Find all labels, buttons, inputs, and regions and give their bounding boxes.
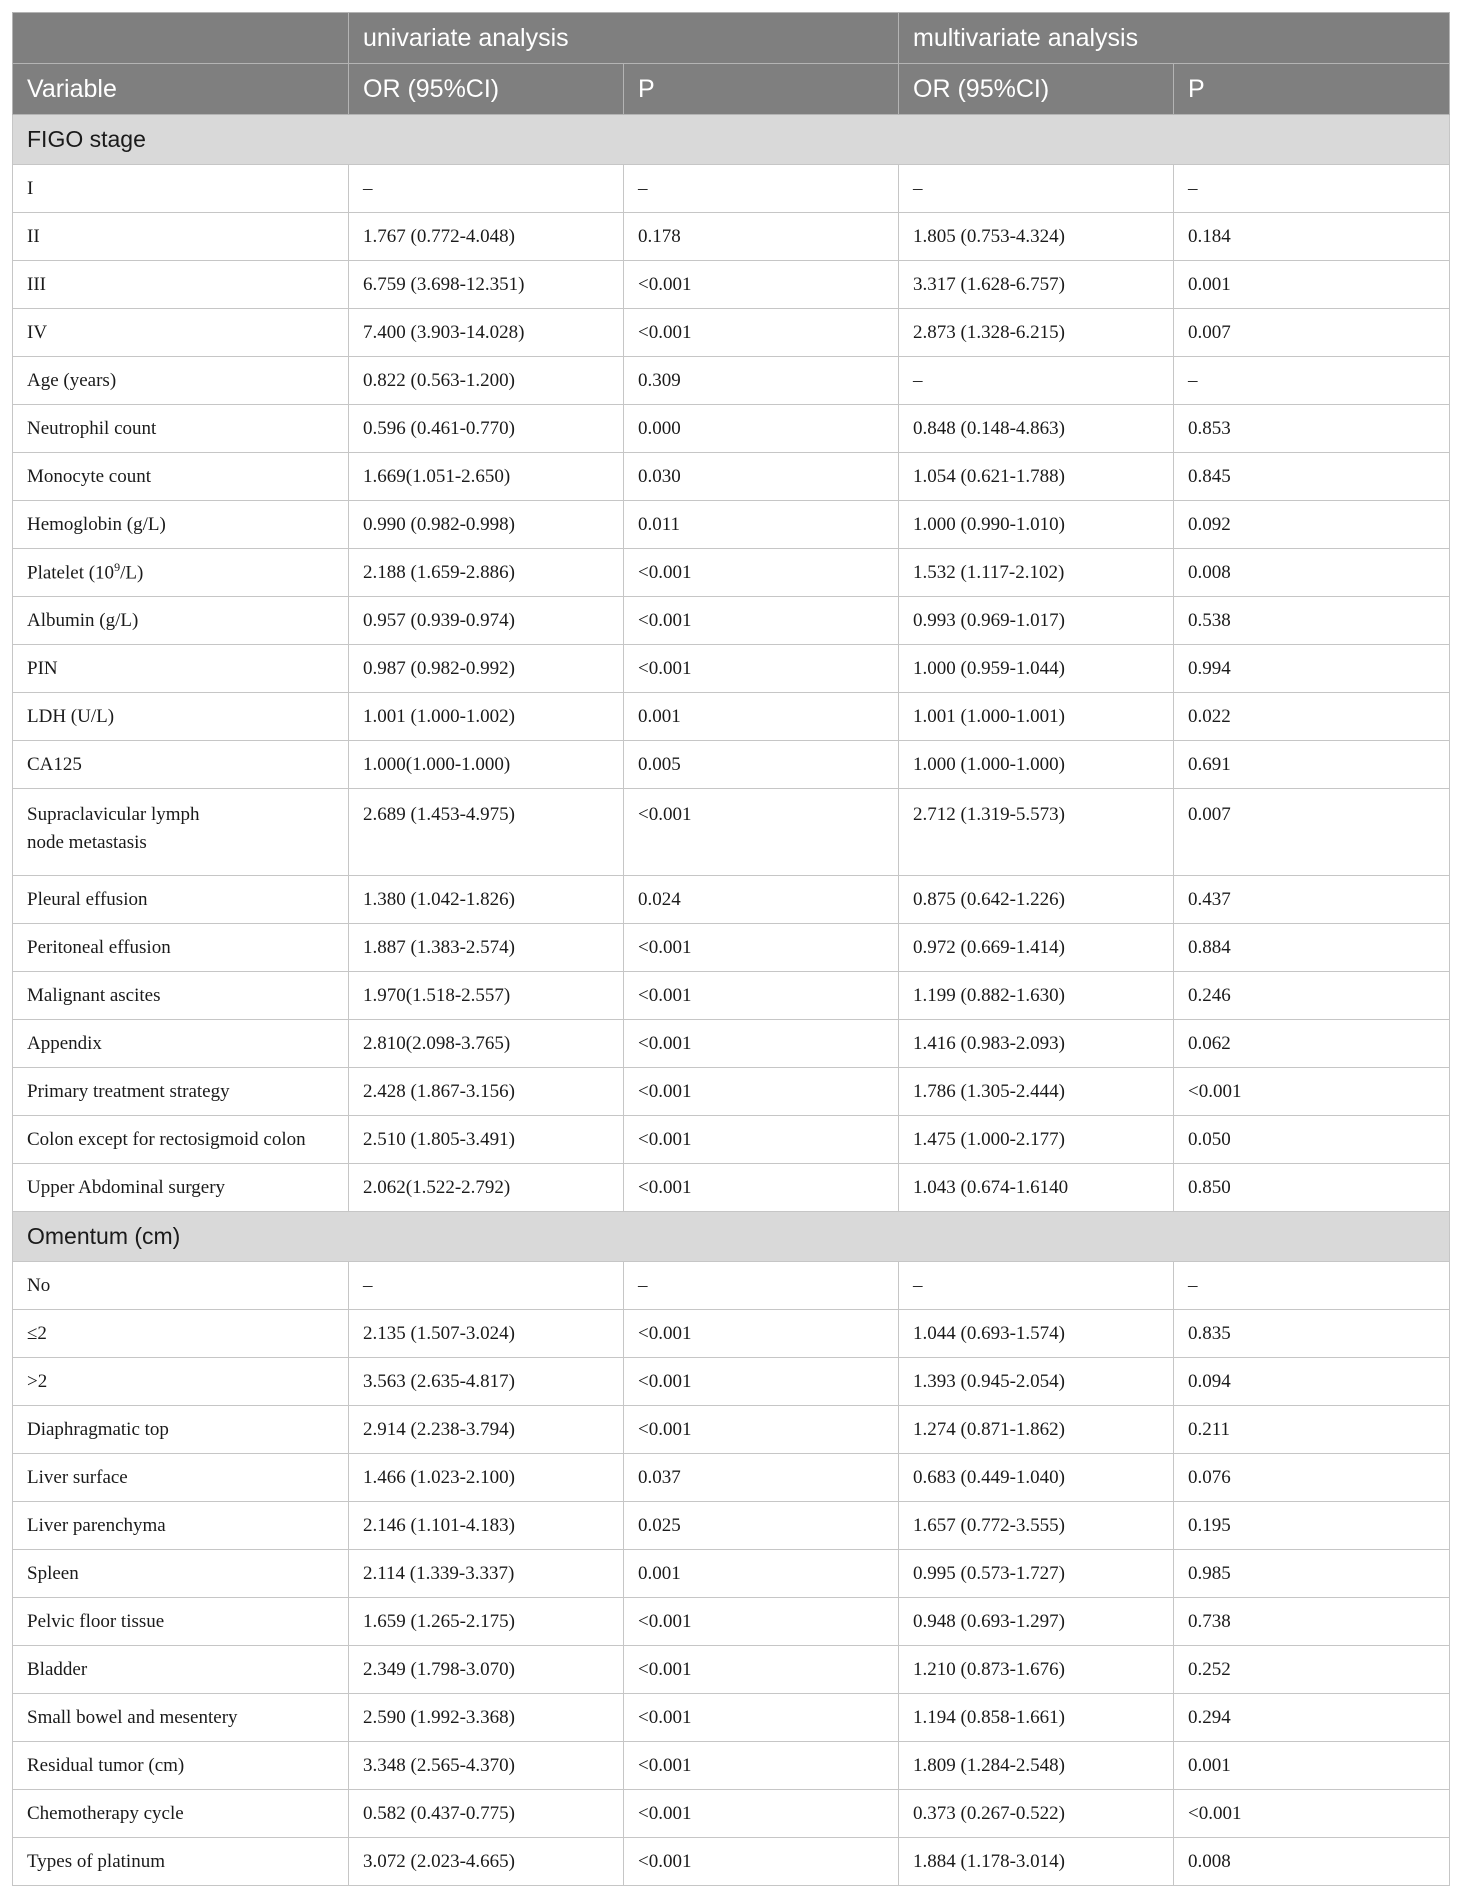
cell-variable: LDH (U/L) <box>13 693 349 741</box>
cell-variable: III <box>13 261 349 309</box>
cell-uni-or: 1.000(1.000-1.000) <box>349 741 624 789</box>
table-row <box>13 501 1450 549</box>
cell-uni-or: 0.822 (0.563-1.200) <box>349 357 624 405</box>
cell-uni-or: 1.466 (1.023-2.100) <box>349 1454 624 1502</box>
cell-multi-p: 0.884 <box>1174 924 1450 972</box>
section-title: Omentum (cm) <box>13 1212 1450 1262</box>
cell-uni-or: 1.767 (0.772-4.048) <box>349 213 624 261</box>
cell-variable: No <box>13 1262 349 1310</box>
cell-multi-or: 1.809 (1.284-2.548) <box>899 1742 1174 1790</box>
cell-multi-or: 0.948 (0.693-1.297) <box>899 1598 1174 1646</box>
cell-multi-or: – <box>899 1262 1174 1310</box>
cell-variable: PIN <box>13 645 349 693</box>
cell-multi-or: 1.532 (1.117-2.102) <box>899 549 1174 597</box>
header-uni-or: OR (95%CI) <box>349 64 624 115</box>
cell-multi-p: <0.001 <box>1174 1790 1450 1838</box>
header-blank <box>13 13 349 64</box>
table-row <box>13 1358 1450 1406</box>
cell-multi-p: 0.076 <box>1174 1454 1450 1502</box>
cell-uni-p: <0.001 <box>624 309 899 357</box>
cell-uni-or: 3.072 (2.023-4.665) <box>349 1838 624 1886</box>
table-row <box>13 261 1450 309</box>
cell-multi-or: 1.786 (1.305-2.444) <box>899 1068 1174 1116</box>
cell-multi-p: 0.007 <box>1174 789 1450 876</box>
cell-uni-p: <0.001 <box>624 645 899 693</box>
cell-uni-or: 0.957 (0.939-0.974) <box>349 597 624 645</box>
cell-uni-p: – <box>624 1262 899 1310</box>
cell-multi-p: <0.001 <box>1174 1068 1450 1116</box>
cell-variable: Colon except for rectosigmoid colon <box>13 1116 349 1164</box>
header-uni-p: P <box>624 64 899 115</box>
cell-multi-or: 1.805 (0.753-4.324) <box>899 213 1174 261</box>
section-row <box>13 1212 1450 1262</box>
section-row <box>13 115 1450 165</box>
table-row <box>13 1550 1450 1598</box>
cell-uni-p: <0.001 <box>624 1020 899 1068</box>
cell-multi-p: 0.252 <box>1174 1646 1450 1694</box>
cell-multi-or: 0.875 (0.642-1.226) <box>899 876 1174 924</box>
header-multi-or: OR (95%CI) <box>899 64 1174 115</box>
cell-uni-p: <0.001 <box>624 924 899 972</box>
table-row <box>13 972 1450 1020</box>
cell-variable: I <box>13 165 349 213</box>
cell-uni-p: <0.001 <box>624 1310 899 1358</box>
cell-uni-or: 0.596 (0.461-0.770) <box>349 405 624 453</box>
cell-multi-p: 0.007 <box>1174 309 1450 357</box>
cell-multi-p: – <box>1174 1262 1450 1310</box>
cell-uni-p: 0.024 <box>624 876 899 924</box>
cell-uni-or: 1.659 (1.265-2.175) <box>349 1598 624 1646</box>
table-row <box>13 1116 1450 1164</box>
cell-variable: Pleural effusion <box>13 876 349 924</box>
cell-uni-or: 2.914 (2.238-3.794) <box>349 1406 624 1454</box>
cell-multi-p: 0.184 <box>1174 213 1450 261</box>
cell-uni-p: <0.001 <box>624 549 899 597</box>
cell-variable: Peritoneal effusion <box>13 924 349 972</box>
cell-multi-p: 0.050 <box>1174 1116 1450 1164</box>
table-row <box>13 1068 1450 1116</box>
cell-multi-p: 0.437 <box>1174 876 1450 924</box>
table-row <box>13 213 1450 261</box>
cell-uni-p: <0.001 <box>624 1838 899 1886</box>
cell-variable: Liver parenchyma <box>13 1502 349 1550</box>
cell-variable: Platelet $(10^9/L)$ <box>13 549 349 597</box>
table-row <box>13 876 1450 924</box>
cell-uni-or: 2.135 (1.507-3.024) <box>349 1310 624 1358</box>
cell-multi-p: 0.850 <box>1174 1164 1450 1212</box>
cell-variable: Albumin (g/L) <box>13 597 349 645</box>
cell-variable: CA125 <box>13 741 349 789</box>
header-multi-p: P <box>1174 64 1450 115</box>
cell-uni-p: – <box>624 165 899 213</box>
table-header <box>13 13 1450 115</box>
table-row <box>13 693 1450 741</box>
cell-variable: II <box>13 213 349 261</box>
cell-variable: Small bowel and mesentery <box>13 1694 349 1742</box>
cell-multi-or: 1.000 (0.990-1.010) <box>899 501 1174 549</box>
cell-uni-or: 2.114 (1.339-3.337) <box>349 1550 624 1598</box>
results-table <box>12 12 1450 1886</box>
cell-multi-p: 0.738 <box>1174 1598 1450 1646</box>
cell-uni-or: 2.689 (1.453-4.975) <box>349 789 624 876</box>
table-row <box>13 1742 1450 1790</box>
table-row <box>13 1838 1450 1886</box>
cell-uni-or: – <box>349 1262 624 1310</box>
table-row <box>13 1502 1450 1550</box>
cell-uni-or: 1.001 (1.000-1.002) <box>349 693 624 741</box>
cell-multi-or: 1.054 (0.621-1.788) <box>899 453 1174 501</box>
cell-multi-or: 0.995 (0.573-1.727) <box>899 1550 1174 1598</box>
cell-multi-or: 0.848 (0.148-4.863) <box>899 405 1174 453</box>
cell-multi-or: 1.001 (1.000-1.001) <box>899 693 1174 741</box>
cell-multi-p: – <box>1174 165 1450 213</box>
table-body <box>13 115 1450 1886</box>
table-row <box>13 1262 1450 1310</box>
cell-uni-or: 1.380 (1.042-1.826) <box>349 876 624 924</box>
cell-multi-or: 1.000 (0.959-1.044) <box>899 645 1174 693</box>
cell-multi-or: 1.657 (0.772-3.555) <box>899 1502 1174 1550</box>
cell-uni-p: 0.011 <box>624 501 899 549</box>
cell-uni-p: <0.001 <box>624 261 899 309</box>
cell-variable: Malignant ascites <box>13 972 349 1020</box>
cell-variable: Pelvic floor tissue <box>13 1598 349 1646</box>
cell-multi-or: 1.475 (1.000-2.177) <box>899 1116 1174 1164</box>
table-row <box>13 1164 1450 1212</box>
cell-variable: Age (years) <box>13 357 349 405</box>
table-row <box>13 453 1450 501</box>
table-row <box>13 549 1450 597</box>
cell-multi-p: 0.835 <box>1174 1310 1450 1358</box>
cell-uni-or: 2.349 (1.798-3.070) <box>349 1646 624 1694</box>
cell-multi-p: 0.294 <box>1174 1694 1450 1742</box>
cell-variable: ≤2 <box>13 1310 349 1358</box>
cell-uni-p: 0.309 <box>624 357 899 405</box>
cell-multi-or: 1.274 (0.871-1.862) <box>899 1406 1174 1454</box>
table-row <box>13 1406 1450 1454</box>
table-row <box>13 741 1450 789</box>
cell-uni-p: 0.000 <box>624 405 899 453</box>
cell-uni-or: 2.510 (1.805-3.491) <box>349 1116 624 1164</box>
cell-multi-p: 0.211 <box>1174 1406 1450 1454</box>
cell-multi-p: 0.195 <box>1174 1502 1450 1550</box>
cell-multi-or: 1.393 (0.945-2.054) <box>899 1358 1174 1406</box>
cell-multi-or: – <box>899 165 1174 213</box>
cell-uni-or: 0.987 (0.982-0.992) <box>349 645 624 693</box>
cell-multi-or: 1.194 (0.858-1.661) <box>899 1694 1174 1742</box>
cell-multi-p: 0.994 <box>1174 645 1450 693</box>
cell-multi-p: 0.853 <box>1174 405 1450 453</box>
table-row <box>13 405 1450 453</box>
header-univariate: univariate analysis <box>349 13 899 64</box>
cell-uni-p: <0.001 <box>624 789 899 876</box>
cell-multi-p: 0.008 <box>1174 1838 1450 1886</box>
cell-uni-or: 6.759 (3.698-12.351) <box>349 261 624 309</box>
cell-multi-p: 0.538 <box>1174 597 1450 645</box>
cell-variable: Liver surface <box>13 1454 349 1502</box>
table-row <box>13 1454 1450 1502</box>
cell-variable: Upper Abdominal surgery <box>13 1164 349 1212</box>
table-row <box>13 645 1450 693</box>
cell-multi-p: 0.001 <box>1174 261 1450 309</box>
cell-multi-p: 0.845 <box>1174 453 1450 501</box>
cell-multi-or: 1.000 (1.000-1.000) <box>899 741 1174 789</box>
cell-variable: >2 <box>13 1358 349 1406</box>
cell-variable: Monocyte count <box>13 453 349 501</box>
cell-multi-p: 0.094 <box>1174 1358 1450 1406</box>
cell-multi-p: 0.092 <box>1174 501 1450 549</box>
cell-multi-p: 0.008 <box>1174 549 1450 597</box>
cell-multi-p: 0.691 <box>1174 741 1450 789</box>
cell-uni-or: 3.348 (2.565-4.370) <box>349 1742 624 1790</box>
cell-multi-or: 2.873 (1.328-6.215) <box>899 309 1174 357</box>
cell-uni-p: 0.037 <box>624 1454 899 1502</box>
table-row <box>13 1310 1450 1358</box>
cell-uni-p: 0.001 <box>624 693 899 741</box>
cell-multi-p: 0.062 <box>1174 1020 1450 1068</box>
cell-uni-or: 3.563 (2.635-4.817) <box>349 1358 624 1406</box>
cell-multi-or: 0.683 (0.449-1.040) <box>899 1454 1174 1502</box>
cell-uni-p: 0.005 <box>624 741 899 789</box>
cell-variable: Spleen <box>13 1550 349 1598</box>
cell-uni-p: <0.001 <box>624 1694 899 1742</box>
cell-uni-p: 0.178 <box>624 213 899 261</box>
cell-uni-p: 0.001 <box>624 1550 899 1598</box>
superscript: 9 <box>114 560 121 575</box>
table-row <box>13 789 1450 876</box>
cell-variable: Diaphragmatic top <box>13 1406 349 1454</box>
cell-variable: Hemoglobin (g/L) <box>13 501 349 549</box>
cell-uni-p: <0.001 <box>624 1068 899 1116</box>
table-row <box>13 165 1450 213</box>
header-variable: Variable <box>13 64 349 115</box>
cell-variable: Appendix <box>13 1020 349 1068</box>
cell-uni-or: 0.582 (0.437-0.775) <box>349 1790 624 1838</box>
cell-variable: Primary treatment strategy <box>13 1068 349 1116</box>
cell-uni-or: 7.400 (3.903-14.028) <box>349 309 624 357</box>
cell-variable: Types of platinum <box>13 1838 349 1886</box>
cell-uni-or: 1.669(1.051-2.650) <box>349 453 624 501</box>
cell-uni-or: 2.146 (1.101-4.183) <box>349 1502 624 1550</box>
table-row <box>13 597 1450 645</box>
cell-uni-p: <0.001 <box>624 1790 899 1838</box>
table-row <box>13 924 1450 972</box>
cell-multi-or: 0.373 (0.267-0.522) <box>899 1790 1174 1838</box>
table-row <box>13 1646 1450 1694</box>
table-row <box>13 309 1450 357</box>
cell-variable: Supraclavicular lymph node metastasis <box>13 789 349 876</box>
cell-variable: IV <box>13 309 349 357</box>
cell-uni-or: 2.590 (1.992-3.368) <box>349 1694 624 1742</box>
cell-multi-or: 1.199 (0.882-1.630) <box>899 972 1174 1020</box>
cell-multi-or: 1.884 (1.178-3.014) <box>899 1838 1174 1886</box>
header-column-row <box>13 64 1450 115</box>
table-row <box>13 1598 1450 1646</box>
cell-uni-p: <0.001 <box>624 1742 899 1790</box>
cell-uni-p: <0.001 <box>624 1164 899 1212</box>
cell-uni-p: <0.001 <box>624 972 899 1020</box>
cell-multi-p: 0.246 <box>1174 972 1450 1020</box>
cell-uni-p: <0.001 <box>624 1646 899 1694</box>
cell-multi-or: 0.993 (0.969-1.017) <box>899 597 1174 645</box>
cell-multi-p: 0.985 <box>1174 1550 1450 1598</box>
cell-uni-p: 0.030 <box>624 453 899 501</box>
cell-multi-or: 2.712 (1.319-5.573) <box>899 789 1174 876</box>
header-multivariate: multivariate analysis <box>899 13 1450 64</box>
cell-uni-p: <0.001 <box>624 1358 899 1406</box>
cell-multi-or: 3.317 (1.628-6.757) <box>899 261 1174 309</box>
cell-uni-p: 0.025 <box>624 1502 899 1550</box>
cell-multi-or: 1.044 (0.693-1.574) <box>899 1310 1174 1358</box>
cell-multi-or: 1.043 (0.674-1.6140 <box>899 1164 1174 1212</box>
cell-uni-or: 2.810(2.098-3.765) <box>349 1020 624 1068</box>
cell-uni-or: 2.188 (1.659-2.886) <box>349 549 624 597</box>
cell-multi-or: 1.416 (0.983-2.093) <box>899 1020 1174 1068</box>
cell-uni-or: 1.970(1.518-2.557) <box>349 972 624 1020</box>
cell-variable: Chemotherapy cycle <box>13 1790 349 1838</box>
cell-uni-or: 1.887 (1.383-2.574) <box>349 924 624 972</box>
cell-uni-or: 0.990 (0.982-0.998) <box>349 501 624 549</box>
cell-multi-or: – <box>899 357 1174 405</box>
cell-uni-p: <0.001 <box>624 1406 899 1454</box>
table-row <box>13 1790 1450 1838</box>
cell-variable: Residual tumor (cm) <box>13 1742 349 1790</box>
cell-uni-or: 2.428 (1.867-3.156) <box>349 1068 624 1116</box>
cell-multi-p: 0.022 <box>1174 693 1450 741</box>
cell-variable: Neutrophil count <box>13 405 349 453</box>
cell-uni-p: <0.001 <box>624 1116 899 1164</box>
table-row <box>13 1694 1450 1742</box>
table-row <box>13 1020 1450 1068</box>
cell-uni-or: – <box>349 165 624 213</box>
header-group-row <box>13 13 1450 64</box>
cell-uni-p: <0.001 <box>624 1598 899 1646</box>
cell-uni-p: <0.001 <box>624 597 899 645</box>
cell-multi-p: – <box>1174 357 1450 405</box>
cell-multi-p: 0.001 <box>1174 1742 1450 1790</box>
cell-uni-or: 2.062(1.522-2.792) <box>349 1164 624 1212</box>
cell-multi-or: 1.210 (0.873-1.676) <box>899 1646 1174 1694</box>
table-row <box>13 357 1450 405</box>
cell-variable: Bladder <box>13 1646 349 1694</box>
cell-multi-or: 0.972 (0.669-1.414) <box>899 924 1174 972</box>
section-title: FIGO stage <box>13 115 1450 165</box>
